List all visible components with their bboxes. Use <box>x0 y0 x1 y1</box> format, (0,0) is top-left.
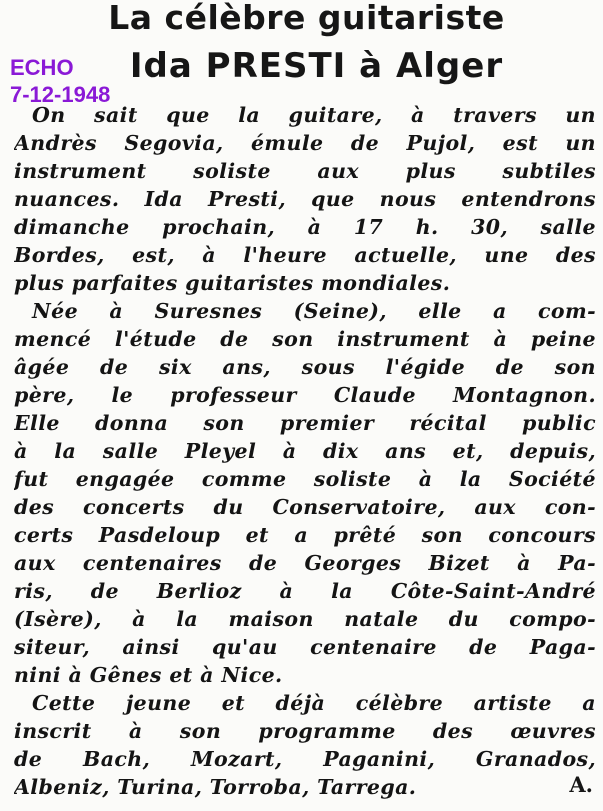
headline-line-2: Ida PRESTI à Alger <box>129 46 504 86</box>
article-line: à la salle Pleyel à dix ans et, depuis, <box>14 439 596 463</box>
article-line: nuances. Ida Presti, que nous entendrons <box>14 187 596 211</box>
paragraph-1 <box>14 101 596 297</box>
article-line: (Isère), à la maison natale du compo- <box>14 607 596 631</box>
article-line: ris, de Berlioz à la Côte-Saint-André <box>14 579 596 603</box>
source-stamp-date: 7-12-1948 <box>10 82 111 107</box>
article-line: plus parfaites guitaristes mondiales. <box>14 271 451 295</box>
article-line: Elle donna son premier récital public <box>14 411 596 435</box>
paragraph-3 <box>14 689 596 801</box>
source-stamp-name: ECHO <box>10 55 74 80</box>
article-line: des concerts du Conservatoire, aux con- <box>14 495 596 519</box>
article-body <box>14 101 596 801</box>
article-line: Cette jeune et déjà célèbre artiste a <box>32 691 596 715</box>
article-line: de Bach, Mozart, Paganini, Granados, <box>14 747 596 771</box>
article-line: père, le professeur Claude Montagnon. <box>14 383 596 407</box>
article-line: Andrès Segovia, émule de Pujol, est un <box>14 131 596 155</box>
article-line: aux centenaires de Georges Bizet à Pa- <box>14 551 596 575</box>
article-line: nini à Gênes et à Nice. <box>14 663 283 687</box>
article-line: âgée de six ans, sous l'égide de son <box>14 355 596 379</box>
article-line: Albeniz, Turina, Torroba, Tarrega. <box>14 775 417 799</box>
article-line: On sait que la guitare, à travers un <box>32 103 596 127</box>
paragraph-2 <box>14 297 596 689</box>
headline-line-1: La célèbre guitariste <box>108 0 505 37</box>
article-line: Née à Suresnes (Seine), elle a com- <box>32 299 596 323</box>
article-line: fut engagée comme soliste à la Société <box>14 467 596 491</box>
article-line: certs Pasdeloup et a prêté son concours <box>14 523 596 547</box>
article-line: Bordes, est, à l'heure actuelle, une des <box>14 243 596 267</box>
article-line: dimanche prochain, à 17 h. 30, salle <box>14 215 596 239</box>
article-line: mencé l'étude de son instrument à peine <box>14 327 596 351</box>
author-signature: A. <box>569 772 593 797</box>
article-line: siteur, ainsi qu'au centenaire de Paga- <box>14 635 596 659</box>
article-line: instrument soliste aux plus subtiles <box>14 159 596 183</box>
article-line: inscrit à son programme des œuvres <box>14 719 596 743</box>
